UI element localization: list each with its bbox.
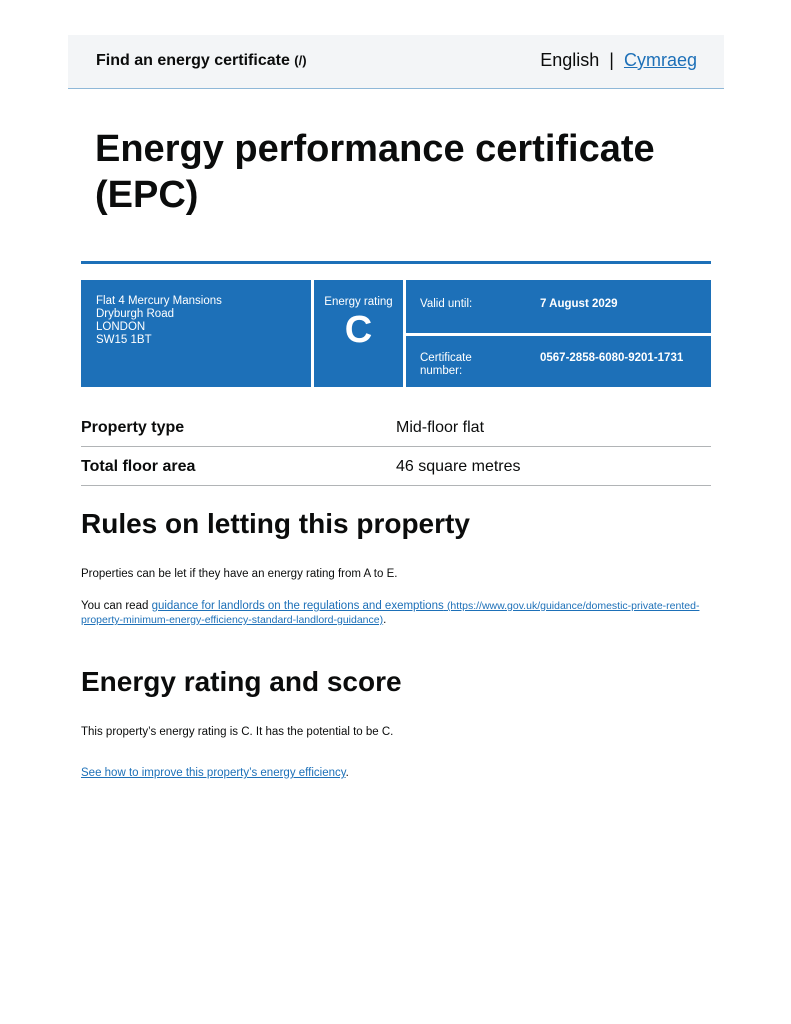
language-link-cymraeg[interactable]: Cymraeg bbox=[623, 50, 697, 70]
service-home-link[interactable]: (/) bbox=[294, 53, 307, 68]
improve-paragraph bbox=[81, 766, 711, 780]
rating-paragraph: This property’s energy rating is C. It has the potential to be C. bbox=[81, 726, 394, 738]
landlord-guidance-url[interactable]: (https://www.gov.uk/guidance/domestic-private-rented-property-minimum-energy-efficiency-standard-landlord-guidance) bbox=[81, 600, 700, 626]
energy-rating-box bbox=[314, 280, 403, 387]
energy-rating-label: Energy rating bbox=[324, 296, 393, 308]
address-line: Dryburgh Road bbox=[96, 308, 174, 320]
certificate-number-box bbox=[406, 336, 711, 387]
property-address bbox=[81, 280, 311, 387]
certificate-number-label: Certificate number: bbox=[420, 352, 472, 377]
certificate-number-value: 0567-2858-6080-9201-1731 bbox=[540, 352, 684, 364]
summary-row bbox=[81, 447, 711, 486]
rating-score-heading: Energy rating and score bbox=[81, 666, 402, 697]
improve-suffix: . bbox=[345, 767, 349, 779]
summary-value: 46 square metres bbox=[396, 458, 521, 475]
letting-paragraph: Properties can be let if they have an energy rating from A to E. bbox=[81, 568, 398, 580]
property-summary-list bbox=[81, 408, 711, 486]
service-name[interactable] bbox=[96, 52, 307, 70]
summary-key: Total floor area bbox=[81, 458, 196, 475]
improve-efficiency-link[interactable]: See how to improve this property’s energy efficiency bbox=[81, 767, 346, 779]
letting-heading: Rules on letting this property bbox=[81, 508, 470, 539]
valid-until-label: Valid until: bbox=[420, 298, 473, 310]
letting-guidance-paragraph bbox=[81, 599, 711, 627]
service-name-text[interactable]: Find an energy certificate bbox=[96, 52, 290, 69]
address-line: SW15 1BT bbox=[96, 334, 152, 346]
valid-until-value: 7 August 2029 bbox=[540, 298, 618, 310]
valid-until-box bbox=[406, 280, 711, 333]
address-line: LONDON bbox=[96, 321, 146, 333]
page-title: Energy performance certificate (EPC) bbox=[95, 128, 655, 216]
language-separator: | bbox=[609, 50, 614, 70]
energy-rating-letter: C bbox=[344, 309, 373, 351]
address-line: Flat 4 Mercury Mansions bbox=[96, 295, 222, 307]
language-switcher bbox=[540, 50, 697, 71]
epc-summary bbox=[81, 280, 711, 387]
summary-value: Mid-floor flat bbox=[396, 419, 485, 436]
language-current: English bbox=[540, 50, 600, 70]
site-header bbox=[68, 35, 724, 89]
guidance-suffix: . bbox=[383, 614, 387, 626]
landlord-guidance-link-text[interactable]: guidance for landlords on the regulations and exemptions bbox=[151, 600, 444, 612]
guidance-prefix: You can read bbox=[81, 600, 152, 612]
landlord-guidance-link[interactable] bbox=[81, 600, 699, 626]
summary-key: Property type bbox=[81, 419, 185, 436]
title-divider bbox=[81, 261, 711, 264]
summary-row bbox=[81, 408, 711, 447]
